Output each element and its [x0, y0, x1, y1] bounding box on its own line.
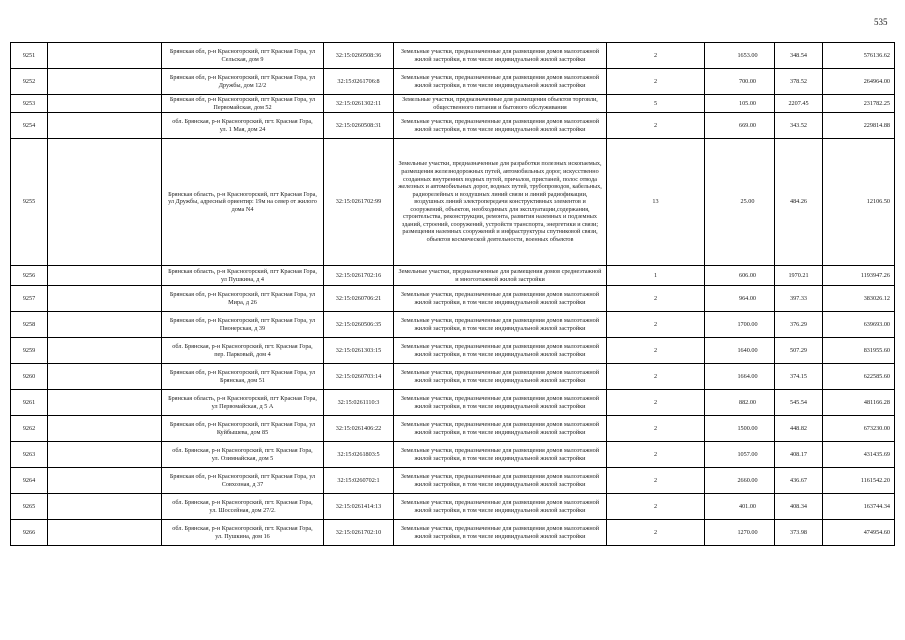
area-cell: 700.00 [705, 69, 775, 95]
table-row [11, 312, 895, 338]
spacer-cell [48, 338, 162, 364]
cadastral-value-cell: 431435.69 [823, 442, 895, 468]
page-number: 535 [874, 17, 888, 27]
table-row [11, 113, 895, 139]
group-cell: 2 [607, 113, 705, 139]
cadastral-number-cell: 32:15:0261702:99 [324, 139, 394, 266]
group-cell: 2 [607, 390, 705, 416]
cadastral-number-cell: 32:15:0260706:21 [324, 286, 394, 312]
rate-cell: 343.52 [775, 113, 823, 139]
row-number: 9261 [11, 390, 48, 416]
group-cell: 2 [607, 43, 705, 69]
land-use-cell: Земельные участки, предназначенные для размещения домов малоэтажной жилой застройки, в том числе индивидуальной жилой застройки [394, 494, 607, 520]
rate-cell: 374.15 [775, 364, 823, 390]
row-number: 9255 [11, 139, 48, 266]
cadastral-value-cell: 673230.00 [823, 416, 895, 442]
area-cell: 964.00 [705, 286, 775, 312]
cadastral-value-cell: 231782.25 [823, 95, 895, 113]
group-cell: 2 [607, 520, 705, 546]
spacer-cell [48, 43, 162, 69]
cadastral-number-cell: 32:15:0261406:22 [324, 416, 394, 442]
spacer-cell [48, 390, 162, 416]
rate-cell: 436.67 [775, 468, 823, 494]
group-cell: 2 [607, 312, 705, 338]
address-cell: обл. Брянская, р-н Красногорский, пгт. Красная Гора, ул. Пушкина, дом 16 [162, 520, 324, 546]
address-cell: Брянская обл, р-н Красногорский, пгт Красная Гора, ул Сельская, дом 9 [162, 43, 324, 69]
cadastral-value-cell: 12106.50 [823, 139, 895, 266]
table-row [11, 442, 895, 468]
group-cell: 2 [607, 442, 705, 468]
area-cell: 669.00 [705, 113, 775, 139]
address-cell: Брянская обл, р-н Красногорский, пгт Красная Гора, ул Брянская, дом 51 [162, 364, 324, 390]
land-use-cell: Земельные участки, предназначенные для размещения домов малоэтажной жилой застройки, в том числе индивидуальной жилой застройки [394, 520, 607, 546]
group-cell: 2 [607, 338, 705, 364]
row-number: 9263 [11, 442, 48, 468]
rate-cell: 2207.45 [775, 95, 823, 113]
area-cell: 1640.00 [705, 338, 775, 364]
row-number: 9252 [11, 69, 48, 95]
land-use-cell: Земельные участки, предназначенные для размещения домов малоэтажной жилой застройки, в том числе индивидуальной жилой застройки [394, 43, 607, 69]
group-cell: 1 [607, 266, 705, 286]
rate-cell: 408.17 [775, 442, 823, 468]
spacer-cell [48, 442, 162, 468]
land-use-cell: Земельные участки, предназначенные для размещения домов малоэтажной жилой застройки, в том числе индивидуальной жилой застройки [394, 312, 607, 338]
spacer-cell [48, 468, 162, 494]
group-cell: 5 [607, 95, 705, 113]
land-use-cell: Земельные участки, предназначенные для размещения домов малоэтажной жилой застройки, в том числе индивидуальной жилой застройки [394, 69, 607, 95]
row-number: 9253 [11, 95, 48, 113]
rate-cell: 376.29 [775, 312, 823, 338]
cadastral-value-cell: 229814.88 [823, 113, 895, 139]
address-cell: обл. Брянская, р-н Красногорский, пгт. Красная Гора, ул. 1 Мая, дом 24 [162, 113, 324, 139]
cadastral-value-cell: 622585.60 [823, 364, 895, 390]
land-use-cell: Земельные участки, предназначенные для размещения домов малоэтажной жилой застройки, в том числе индивидуальной жилой застройки [394, 364, 607, 390]
rate-cell: 545.54 [775, 390, 823, 416]
area-cell: 1057.00 [705, 442, 775, 468]
area-cell: 882.00 [705, 390, 775, 416]
spacer-cell [48, 494, 162, 520]
area-cell: 1270.00 [705, 520, 775, 546]
address-cell: Брянская область, р-н Красногорский, пгт Красная Гора, ул Первомайская, д 5 А [162, 390, 324, 416]
table-row [11, 139, 895, 266]
area-cell: 2660.00 [705, 468, 775, 494]
land-registry-table [10, 42, 895, 546]
rate-cell: 373.98 [775, 520, 823, 546]
address-cell: Брянская обл, р-н Красногорский, пгт Красная Гора, ул Пионерская, д 39 [162, 312, 324, 338]
spacer-cell [48, 139, 162, 266]
cadastral-value-cell: 163744.34 [823, 494, 895, 520]
row-number: 9262 [11, 416, 48, 442]
row-number: 9260 [11, 364, 48, 390]
land-use-cell: Земельные участки, предназначенные для размещения домов малоэтажной жилой застройки, в том числе индивидуальной жилой застройки [394, 468, 607, 494]
area-cell: 105.00 [705, 95, 775, 113]
group-cell: 2 [607, 286, 705, 312]
group-cell: 13 [607, 139, 705, 266]
cadastral-number-cell: 32:15:0261414:13 [324, 494, 394, 520]
rate-cell: 1970.21 [775, 266, 823, 286]
rate-cell: 348.54 [775, 43, 823, 69]
cadastral-value-cell: 1161542.20 [823, 468, 895, 494]
rate-cell: 408.34 [775, 494, 823, 520]
address-cell: обл. Брянская, р-н Красногорский, пгт. Красная Гора, ул. Озимнайская, дом 5 [162, 442, 324, 468]
spacer-cell [48, 312, 162, 338]
group-cell: 2 [607, 468, 705, 494]
row-number: 9256 [11, 266, 48, 286]
cadastral-value-cell: 1193947.26 [823, 266, 895, 286]
cadastral-number-cell: 32:15:0261303:15 [324, 338, 394, 364]
spacer-cell [48, 416, 162, 442]
rate-cell: 378.52 [775, 69, 823, 95]
address-cell: Брянская область, р-н Красногорский, пгт Красная Гора, ул Дружбы, адресный ориентир: 19м на север от жилого дома N4 [162, 139, 324, 266]
cadastral-number-cell: 32:15:0260508:31 [324, 113, 394, 139]
spacer-cell [48, 286, 162, 312]
row-number: 9254 [11, 113, 48, 139]
area-cell: 1700.00 [705, 312, 775, 338]
table-row [11, 286, 895, 312]
cadastral-value-cell: 383026.12 [823, 286, 895, 312]
row-number: 9265 [11, 494, 48, 520]
group-cell: 2 [607, 416, 705, 442]
row-number: 9258 [11, 312, 48, 338]
area-cell: 401.00 [705, 494, 775, 520]
row-number: 9257 [11, 286, 48, 312]
table-body [11, 43, 895, 546]
spacer-cell [48, 266, 162, 286]
cadastral-number-cell: 32:15:0261302:11 [324, 95, 394, 113]
rate-cell: 507.29 [775, 338, 823, 364]
group-cell: 2 [607, 494, 705, 520]
land-use-cell: Земельные участки, предназначенные для размещения домов малоэтажной жилой застройки, в том числе индивидуальной жилой застройки [394, 286, 607, 312]
cadastral-value-cell: 639693.00 [823, 312, 895, 338]
land-use-cell: Земельные участки, предназначенные для размещения домов среднеэтажной и многоэтажной жилой застройки [394, 266, 607, 286]
address-cell: обл. Брянская, р-н Красногорский, пгт. Красная Гора, пер. Парковый, дом 4 [162, 338, 324, 364]
rate-cell: 448.82 [775, 416, 823, 442]
area-cell: 606.00 [705, 266, 775, 286]
address-cell: Брянская обл, р-н Красногорский, пгт Красная Гора, ул Совхозная, д 37 [162, 468, 324, 494]
area-cell: 1500.00 [705, 416, 775, 442]
land-use-cell: Земельные участки, предназначенные для размещения домов малоэтажной жилой застройки, в том числе индивидуальной жилой застройки [394, 442, 607, 468]
table-row [11, 494, 895, 520]
cadastral-number-cell: 32:15:0261702:16 [324, 266, 394, 286]
cadastral-value-cell: 481166.28 [823, 390, 895, 416]
cadastral-number-cell: 32:15:0261110:3 [324, 390, 394, 416]
cadastral-value-cell: 576136.62 [823, 43, 895, 69]
spacer-cell [48, 113, 162, 139]
cadastral-number-cell: 32:15:0260508:36 [324, 43, 394, 69]
table-row [11, 95, 895, 113]
row-number: 9264 [11, 468, 48, 494]
table-row [11, 69, 895, 95]
cadastral-number-cell: 32:15:0261702:10 [324, 520, 394, 546]
cadastral-number-cell: 32:15:0260703:14 [324, 364, 394, 390]
cadastral-number-cell: 32:15:0261803:5 [324, 442, 394, 468]
table-row [11, 338, 895, 364]
spacer-cell [48, 95, 162, 113]
table-row [11, 364, 895, 390]
row-number: 9266 [11, 520, 48, 546]
spacer-cell [48, 69, 162, 95]
table-row [11, 390, 895, 416]
spacer-cell [48, 364, 162, 390]
area-cell: 1664.00 [705, 364, 775, 390]
table-row [11, 43, 895, 69]
table-row [11, 468, 895, 494]
table-row [11, 416, 895, 442]
land-use-cell: Земельные участки, предназначенные для размещения домов малоэтажной жилой застройки, в том числе индивидуальной жилой застройки [394, 338, 607, 364]
land-use-cell: Земельные участки, предназначенные для разработки полезных ископаемых, размещения железнодорожных путей, автомобильных дорог, искусственно созданных внутренних водных путей, причалов, пристаней, полос отвода железных и автомобильных дорог, водных путей, трубопроводов, кабельных, радиорелейных и воздушных линий связи и линий радиофикации, воздушных линий электропередачи конструктивных элементов и сооружений, объектов, необходимых для эксплуатации,содержания, строительства, реконструкции, ремонта, развития наземных и подземных зданий, строений, сооружений, устройств транспорта, энергетики и связи; размещения наземных сооружений и инфраструктуры спутниковой связи, объектов космической деятельности, военных объектов [394, 139, 607, 266]
land-use-cell: Земельные участки, предназначенные для размещения домов малоэтажной жилой застройки, в том числе индивидуальной жилой застройки [394, 390, 607, 416]
area-cell: 25.00 [705, 139, 775, 266]
group-cell: 2 [607, 364, 705, 390]
rate-cell: 397.33 [775, 286, 823, 312]
address-cell: Брянская обл, р-н Красногорский, пгт Красная Гора, ул Дружбы, дом 12/2 [162, 69, 324, 95]
address-cell: Брянская область, р-н Красногорский, пгт Красная Гора, ул Пушкина, д 4 [162, 266, 324, 286]
address-cell: Брянская обл, р-н Красногорский, пгт Красная Гора, ул Мира, д 26 [162, 286, 324, 312]
land-use-cell: Земельные участки, предназначенные для размещения объектов торговли, общественного питания и бытового обслуживания [394, 95, 607, 113]
row-number: 9259 [11, 338, 48, 364]
cadastral-value-cell: 264964.00 [823, 69, 895, 95]
cadastral-number-cell: 32:15:0260702:1 [324, 468, 394, 494]
cadastral-number-cell: 32:15:0261706:8 [324, 69, 394, 95]
area-cell: 1653.00 [705, 43, 775, 69]
row-number: 9251 [11, 43, 48, 69]
land-use-cell: Земельные участки, предназначенные для размещения домов малоэтажной жилой застройки, в том числе индивидуальной жилой застройки [394, 416, 607, 442]
cadastral-value-cell: 474954.60 [823, 520, 895, 546]
cadastral-number-cell: 32:15:0260506:35 [324, 312, 394, 338]
cadastral-value-cell: 831955.60 [823, 338, 895, 364]
table-row [11, 266, 895, 286]
rate-cell: 484.26 [775, 139, 823, 266]
spacer-cell [48, 520, 162, 546]
land-use-cell: Земельные участки, предназначенные для размещения домов малоэтажной жилой застройки, в том числе индивидуальной жилой застройки [394, 113, 607, 139]
table-row [11, 520, 895, 546]
address-cell: Брянская обл, р-н Красногорский, пгт Красная Гора, ул Куйбышева, дом 85 [162, 416, 324, 442]
address-cell: Брянская обл, р-н Красногорский, пгт Красная Гора, ул Первомайская, дом 52 [162, 95, 324, 113]
address-cell: обл. Брянская, р-н Красногорский, пгт. Красная Гора, ул. Шоссейная, дом 27/2. [162, 494, 324, 520]
group-cell: 2 [607, 69, 705, 95]
